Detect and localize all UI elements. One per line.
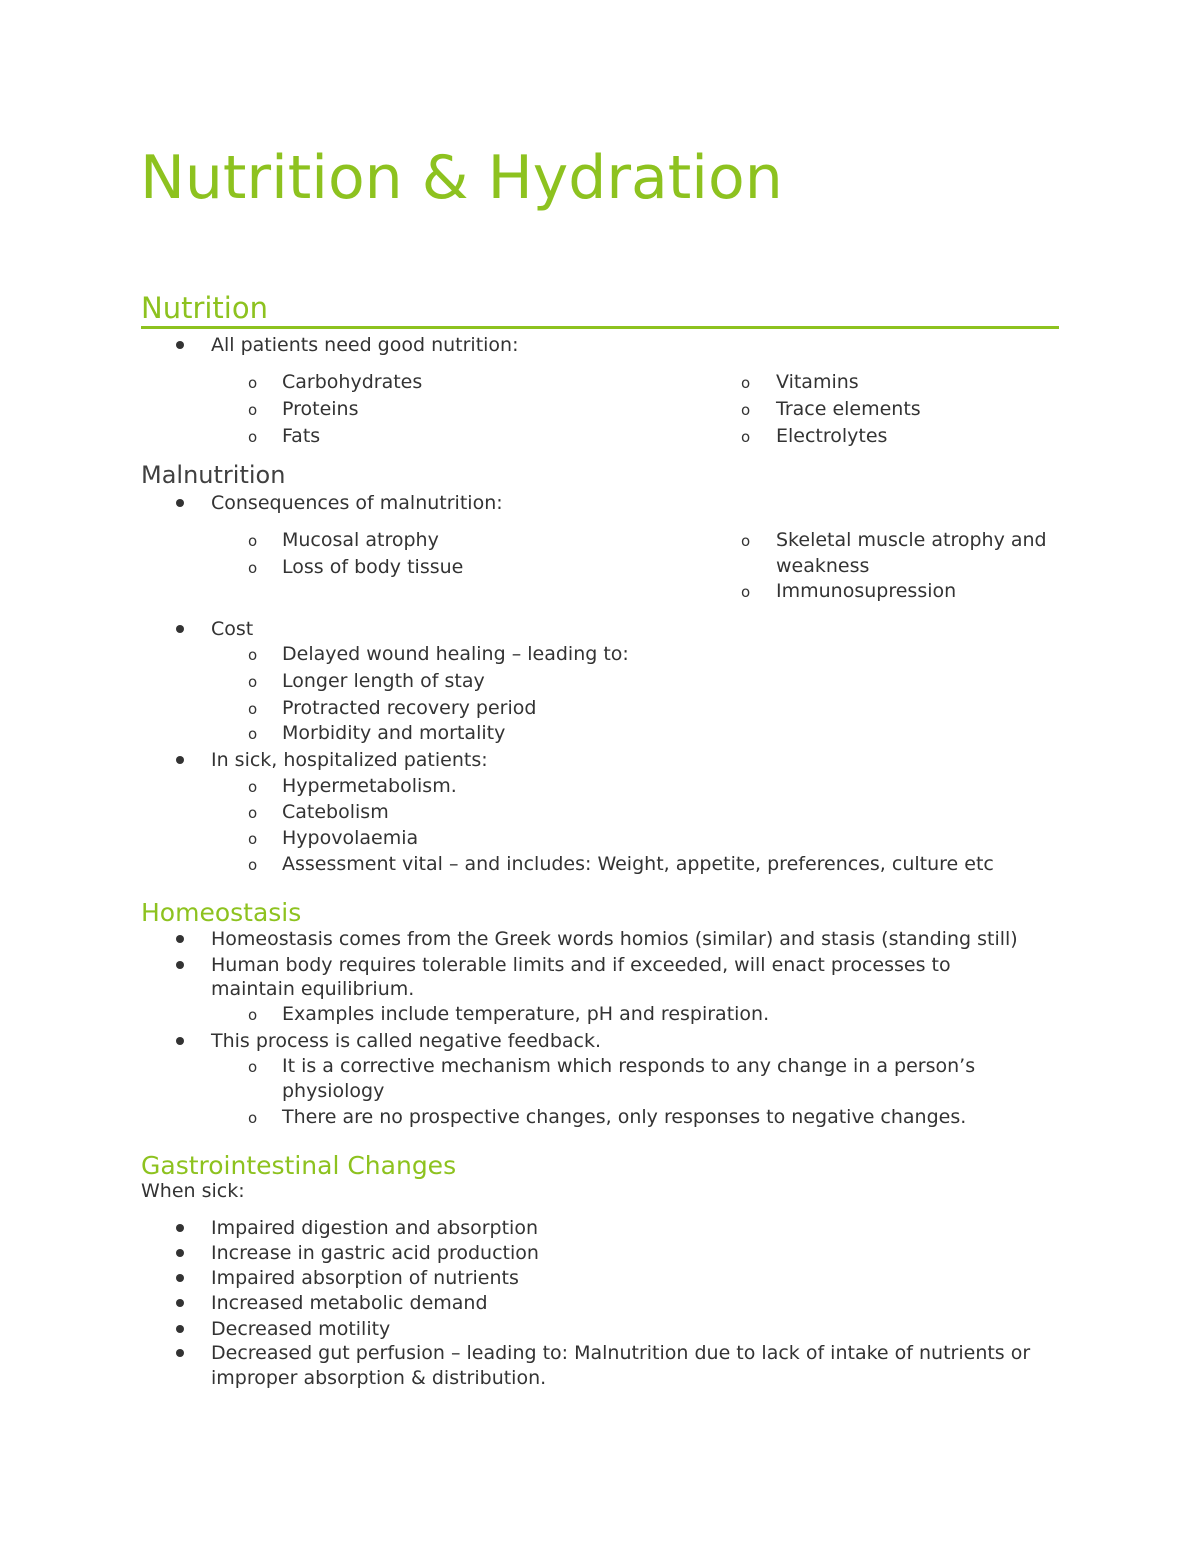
heading-rule <box>141 326 1059 329</box>
bullet-icon <box>176 1349 184 1357</box>
list-item: There are no prospective changes, only responses to negative changes. <box>282 1106 967 1128</box>
list-item: Impaired digestion and absorption <box>211 1217 538 1239</box>
list-item-continuation: physiology <box>282 1080 385 1102</box>
bullet-icon <box>176 341 184 349</box>
list-item: Examples include temperature, pH and respiration. <box>282 1003 770 1025</box>
list-item: Proteins <box>282 398 359 420</box>
list-item: Protracted recovery period <box>282 697 537 719</box>
list-item: Cost <box>211 618 254 640</box>
paragraph: When sick: <box>141 1180 245 1202</box>
circle-bullet-icon: o <box>248 673 258 691</box>
document-title: Nutrition & Hydration <box>140 143 783 213</box>
list-item: Mucosal atrophy <box>282 529 439 551</box>
circle-bullet-icon: o <box>248 725 258 743</box>
bullet-icon <box>176 1224 184 1232</box>
bullet-icon <box>176 1325 184 1333</box>
bullet-icon <box>176 1274 184 1282</box>
circle-bullet-icon: o <box>248 1058 258 1076</box>
circle-bullet-icon: o <box>248 856 258 874</box>
list-item: Vitamins <box>776 371 859 393</box>
circle-bullet-icon: o <box>248 830 258 848</box>
circle-bullet-icon: o <box>248 374 258 392</box>
list-item: In sick, hospitalized patients: <box>211 749 488 771</box>
list-item: Immunosupression <box>776 580 957 602</box>
bullet-icon <box>176 1299 184 1307</box>
list-item: Increase in gastric acid production <box>211 1242 539 1264</box>
circle-bullet-icon: o <box>741 583 751 601</box>
circle-bullet-icon: o <box>248 804 258 822</box>
list-item: Electrolytes <box>776 425 888 447</box>
list-item: Skeletal muscle atrophy and <box>776 529 1047 551</box>
circle-bullet-icon: o <box>248 532 258 550</box>
circle-bullet-icon: o <box>741 374 751 392</box>
section-heading-gastrointestinal: Gastrointestinal Changes <box>141 1151 457 1180</box>
circle-bullet-icon: o <box>248 428 258 446</box>
circle-bullet-icon: o <box>248 559 258 577</box>
circle-bullet-icon: o <box>248 700 258 718</box>
circle-bullet-icon: o <box>248 1006 258 1024</box>
list-item: Longer length of stay <box>282 670 485 692</box>
bullet-icon <box>176 756 184 764</box>
circle-bullet-icon: o <box>248 778 258 796</box>
circle-bullet-icon: o <box>741 532 751 550</box>
list-item: Catebolism <box>282 801 389 823</box>
list-item: It is a corrective mechanism which responds to any change in a person’s <box>282 1055 976 1077</box>
list-item: Human body requires tolerable limits and if exceeded, will enact processes to <box>211 954 951 976</box>
list-item: Hypovolaemia <box>282 827 419 849</box>
list-item: Trace elements <box>776 398 921 420</box>
list-item: Decreased motility <box>211 1318 391 1340</box>
list-item: Consequences of malnutrition: <box>211 492 503 514</box>
section-heading-nutrition: Nutrition <box>141 291 268 325</box>
circle-bullet-icon: o <box>248 1109 258 1127</box>
bullet-icon <box>176 935 184 943</box>
list-item: Fats <box>282 425 321 447</box>
circle-bullet-icon: o <box>741 401 751 419</box>
list-item-continuation: improper absorption & distribution. <box>211 1367 547 1389</box>
section-heading-homeostasis: Homeostasis <box>141 898 302 927</box>
bullet-icon <box>176 1037 184 1045</box>
list-item: Morbidity and mortality <box>282 722 506 744</box>
circle-bullet-icon: o <box>741 428 751 446</box>
list-item: Loss of body tissue <box>282 556 464 578</box>
bullet-icon <box>176 961 184 969</box>
list-item: Delayed wound healing – leading to: <box>282 643 629 665</box>
bullet-icon <box>176 1249 184 1257</box>
bullet-icon <box>176 625 184 633</box>
list-item: Carbohydrates <box>282 371 423 393</box>
circle-bullet-icon: o <box>248 646 258 664</box>
list-item: Decreased gut perfusion – leading to: Malnutrition due to lack of intake of nutrients or <box>211 1342 1031 1364</box>
bullet-icon <box>176 499 184 507</box>
list-item: Hypermetabolism. <box>282 775 457 797</box>
list-item: Homeostasis comes from the Greek words homios (similar) and stasis (standing still) <box>211 928 1018 950</box>
list-item: Impaired absorption of nutrients <box>211 1267 519 1289</box>
list-item-continuation: weakness <box>776 555 870 577</box>
list-item-continuation: maintain equilibrium. <box>211 978 415 1000</box>
list-item: Assessment vital – and includes: Weight, appetite, preferences, culture etc <box>282 853 994 875</box>
circle-bullet-icon: o <box>248 401 258 419</box>
list-item: Increased metabolic demand <box>211 1292 488 1314</box>
list-item: All patients need good nutrition: <box>211 334 519 356</box>
list-item: This process is called negative feedback. <box>211 1030 602 1052</box>
section-heading-malnutrition: Malnutrition <box>141 461 286 489</box>
